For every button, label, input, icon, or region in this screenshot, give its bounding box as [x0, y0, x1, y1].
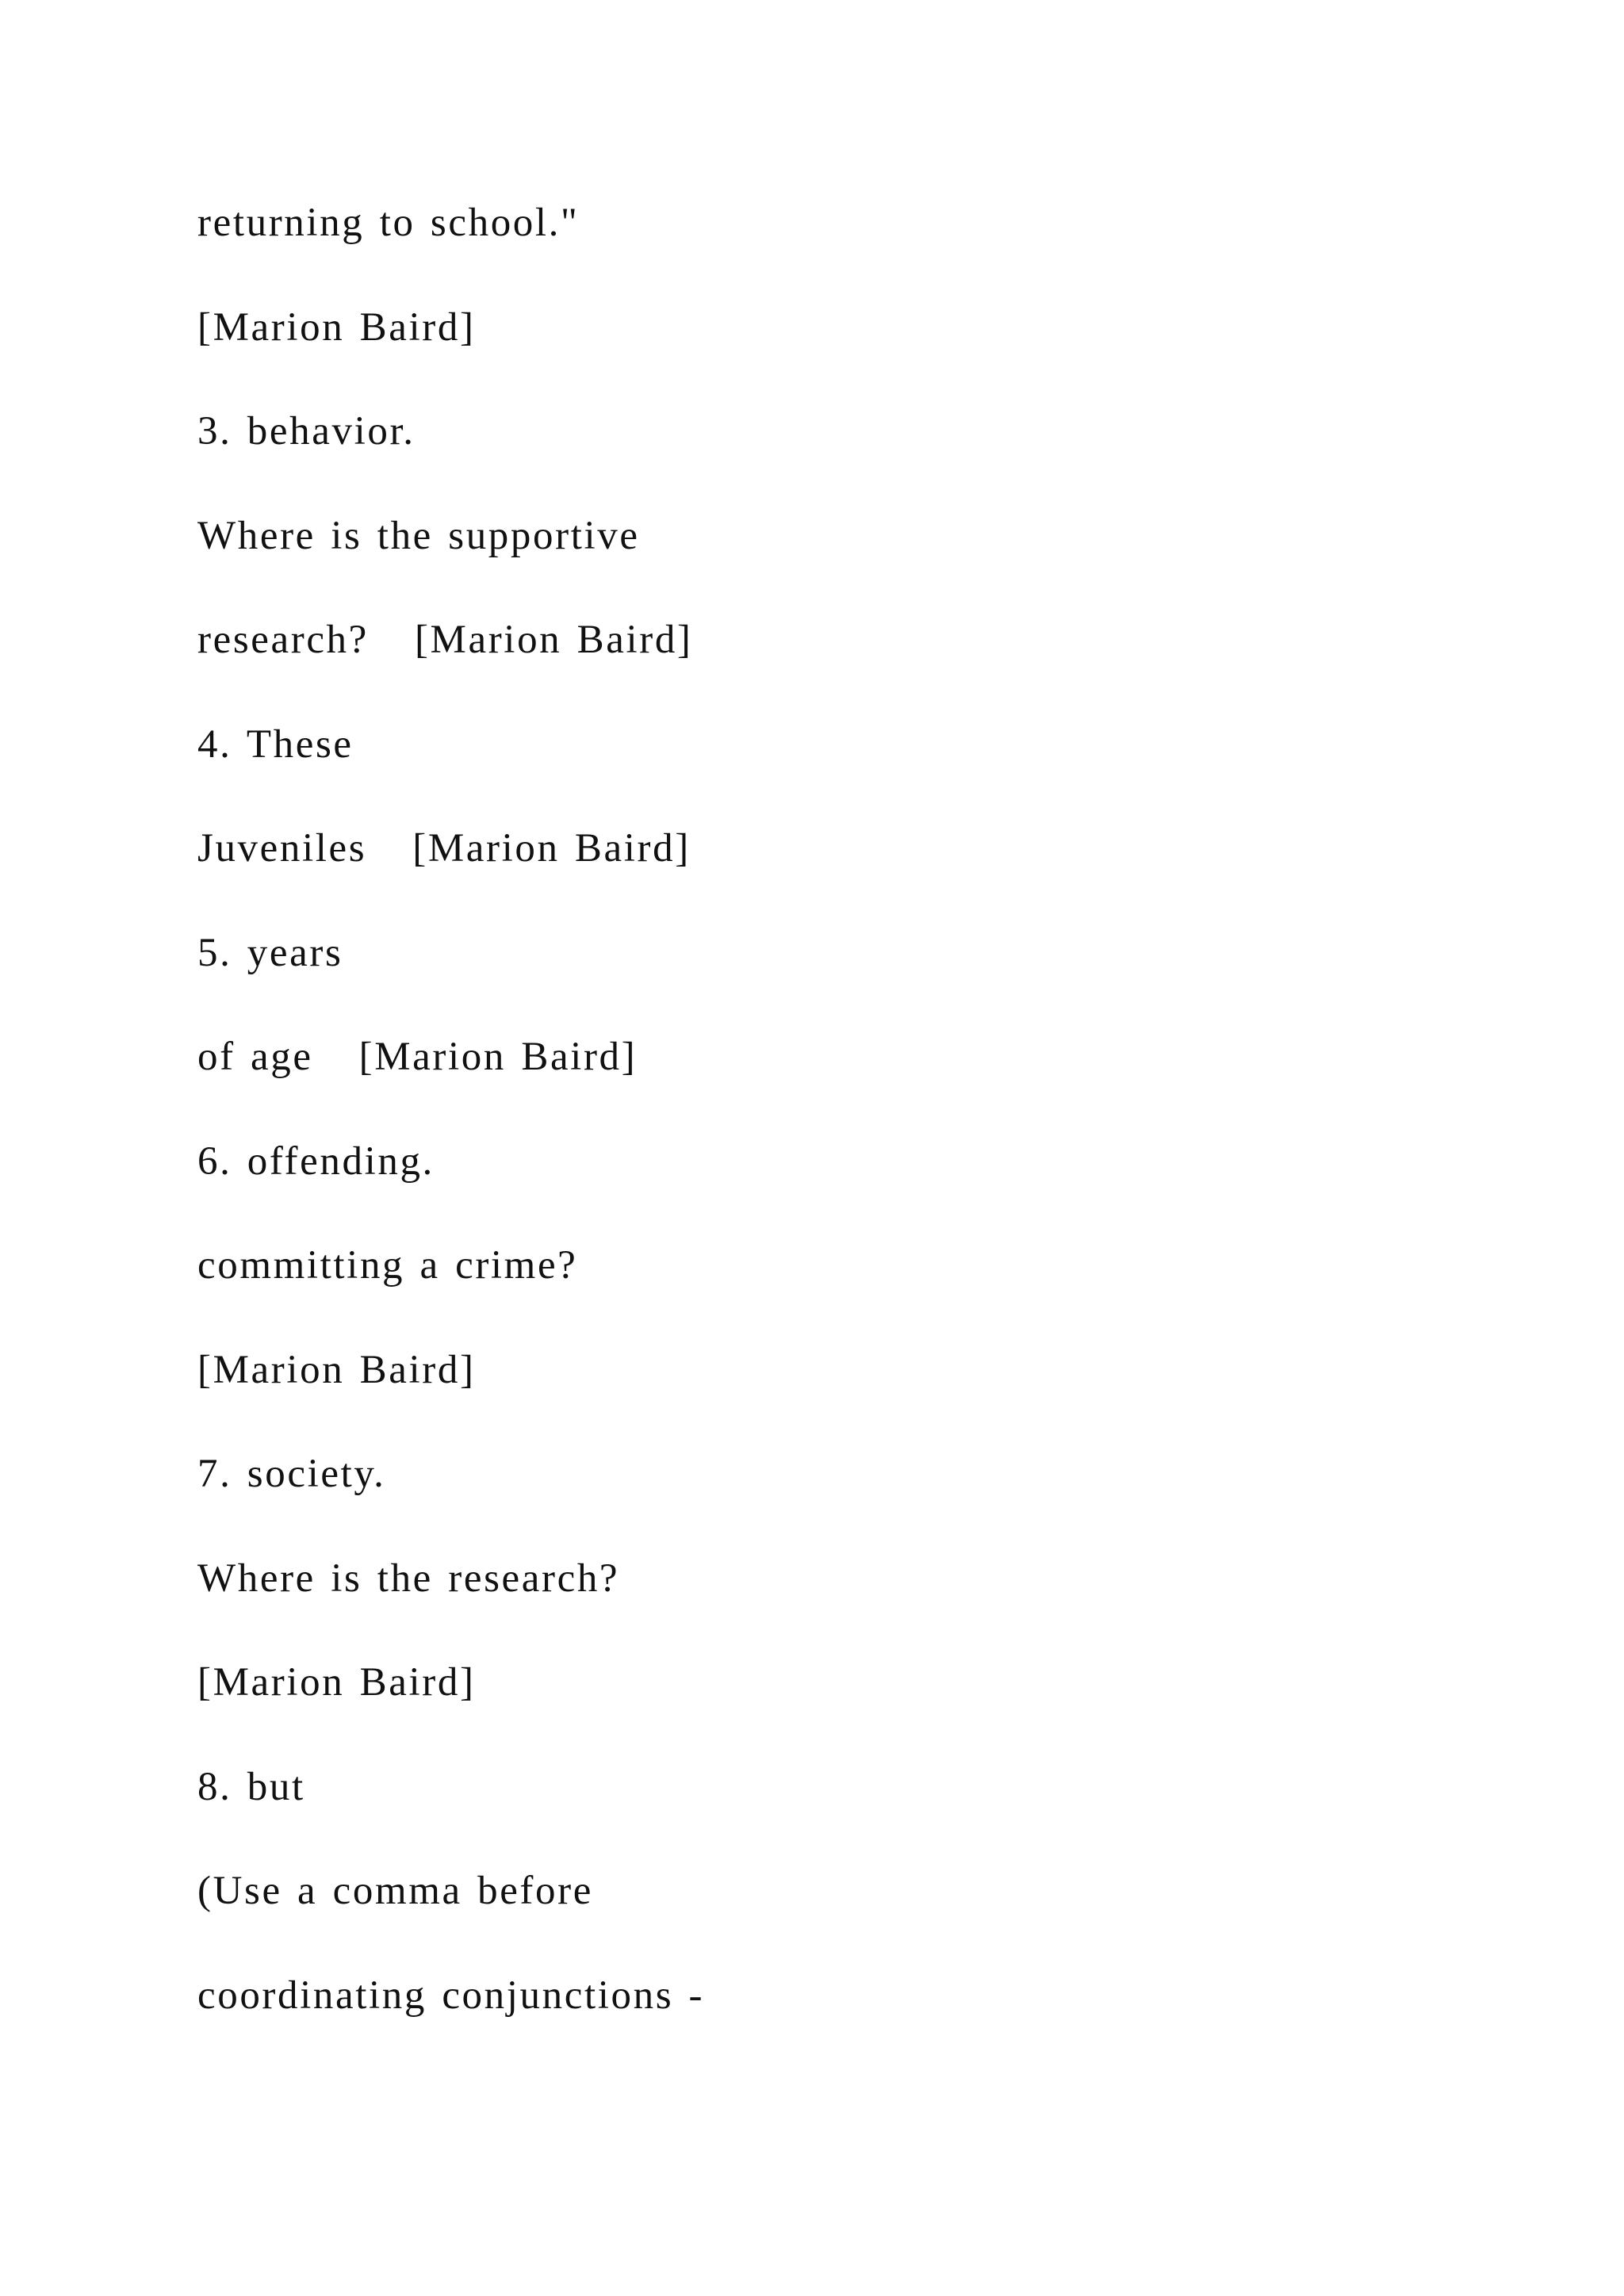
- text-line: Where is the supportive: [197, 513, 640, 558]
- text-line: committing a crime?: [197, 1243, 578, 1288]
- comment-author: [Marion Baird]: [197, 304, 476, 350]
- comment-author: [Marion Baird]: [197, 1347, 476, 1392]
- comment-number-5: 5. years: [197, 930, 343, 975]
- comment-author: [Marion Baird]: [197, 1660, 476, 1705]
- comment-number-7: 7. society.: [197, 1452, 386, 1496]
- text-line: Juveniles [Marion Baird]: [197, 826, 691, 871]
- comment-number-3: 3. behavior.: [197, 409, 416, 453]
- text-line: of age [Marion Baird]: [197, 1035, 638, 1079]
- comment-number-6: 6. offending.: [197, 1138, 435, 1184]
- text-line: research? [Marion Baird]: [197, 618, 693, 662]
- text-line: returning to school.": [197, 201, 580, 245]
- text-line: Where is the research?: [197, 1556, 620, 1601]
- text-line: coordinating conjunctions -: [197, 1973, 705, 2018]
- document-body: [197, 191, 1545, 2068]
- comment-number-4: 4. These: [197, 721, 354, 767]
- text-line: (Use a comma before: [197, 1869, 593, 1913]
- comment-number-8: 8. but: [197, 1764, 305, 1809]
